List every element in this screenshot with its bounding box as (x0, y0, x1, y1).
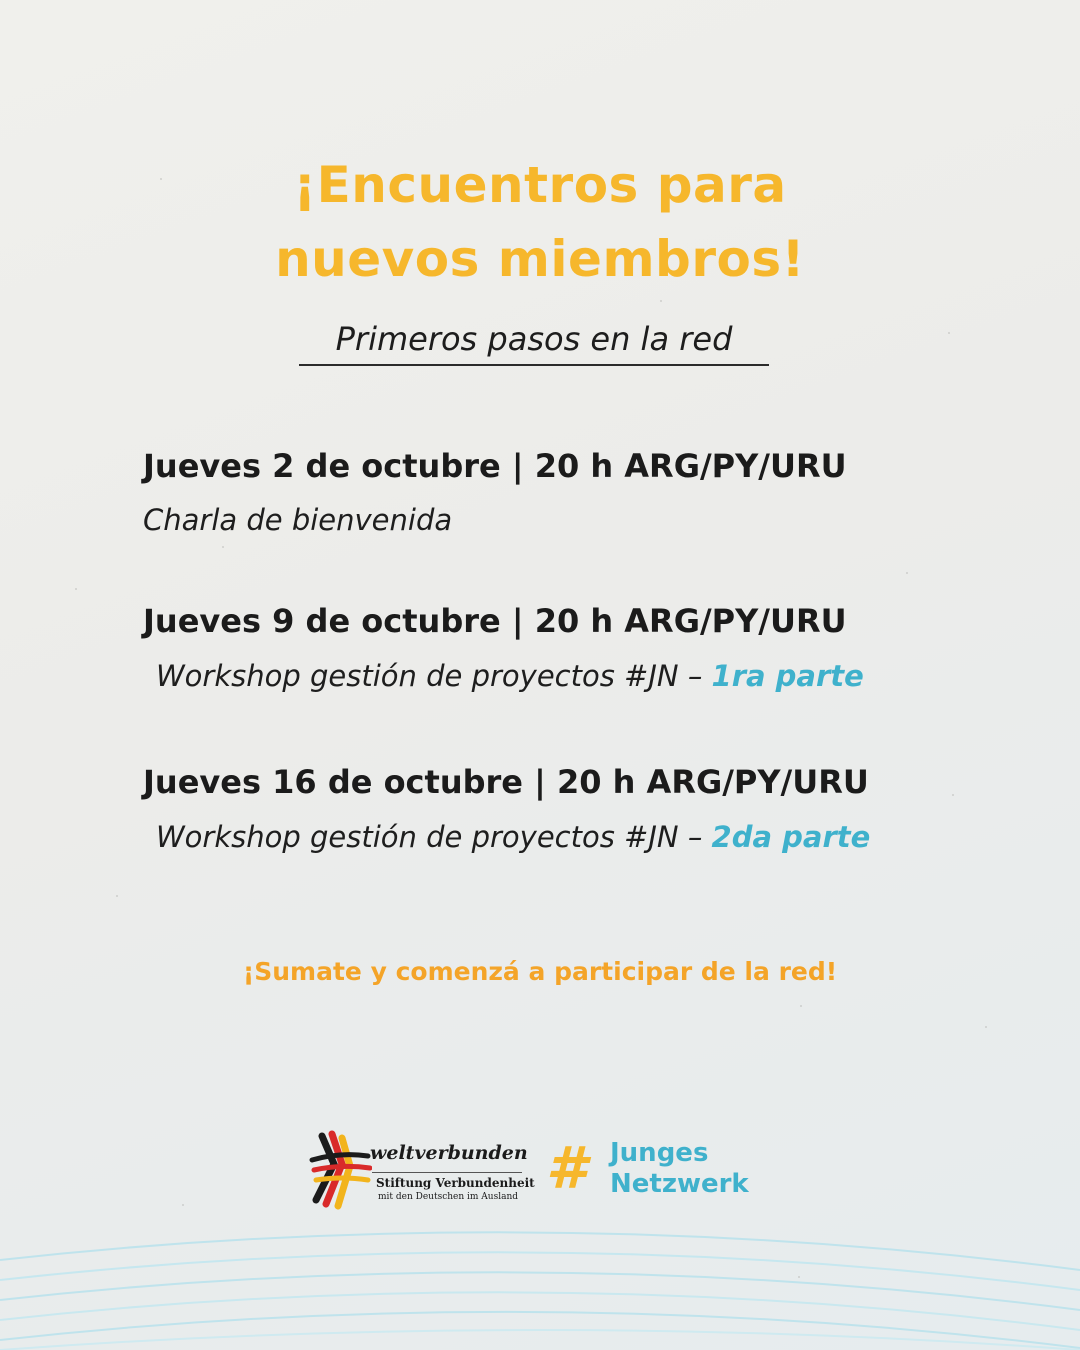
event-1-title: Jueves 2 de octubre | 20 h ARG/PY/URU (143, 447, 847, 485)
speck (906, 572, 908, 574)
speck (952, 794, 954, 796)
event-2-description-text: Workshop gestión de proyectos #JN – (156, 659, 712, 693)
weltverbunden-logo (308, 1130, 535, 1210)
subtitle-block (299, 318, 769, 366)
event-1-description-text: Charla de bienvenida (143, 503, 453, 537)
speck (116, 895, 118, 897)
event-3-title: Jueves 16 de octubre | 20 h ARG/PY/URU (143, 763, 869, 801)
event-2-part: 1ra parte (711, 659, 864, 693)
speck (985, 1026, 987, 1028)
event-3-description-text: Workshop gestión de proyectos #JN – (156, 820, 712, 854)
junges-label: Junges (610, 1138, 709, 1168)
event-2-title: Jueves 9 de octubre | 20 h ARG/PY/URU (143, 602, 847, 640)
speck (182, 1204, 184, 1206)
junges-netzwerk-logo (546, 1134, 786, 1202)
junges-netzwerk-text (610, 1138, 749, 1200)
speck (800, 1005, 802, 1007)
call-to-action: ¡Sumate y comenzá a participar de la red! (242, 957, 838, 986)
speck (660, 300, 662, 302)
speck (75, 588, 77, 590)
netzwerk-label: Netzwerk (610, 1169, 749, 1199)
weltverbunden-wordmark: weltverbunden (370, 1142, 528, 1164)
weltverbunden-line1: Stiftung Verbundenheit (376, 1176, 535, 1190)
event-3-part: 2da parte (711, 820, 871, 854)
event-3-description (156, 817, 870, 857)
page-title-line2: nuevos miembros! (275, 230, 805, 288)
hashtag-icon: # (546, 1134, 587, 1202)
weltverbunden-line2: mit den Deutschen im Ausland (378, 1192, 519, 1202)
subtitle: Primeros pasos en la red (335, 320, 733, 358)
speck (222, 546, 224, 548)
german-flag-cross-icon (308, 1130, 372, 1210)
decorative-waves (0, 1220, 1080, 1350)
speck (948, 332, 950, 334)
page-title-line1: ¡Encuentros para (293, 156, 787, 214)
weltverbunden-rule (372, 1172, 522, 1173)
event-1-description (143, 500, 452, 540)
event-2-description (156, 656, 864, 696)
